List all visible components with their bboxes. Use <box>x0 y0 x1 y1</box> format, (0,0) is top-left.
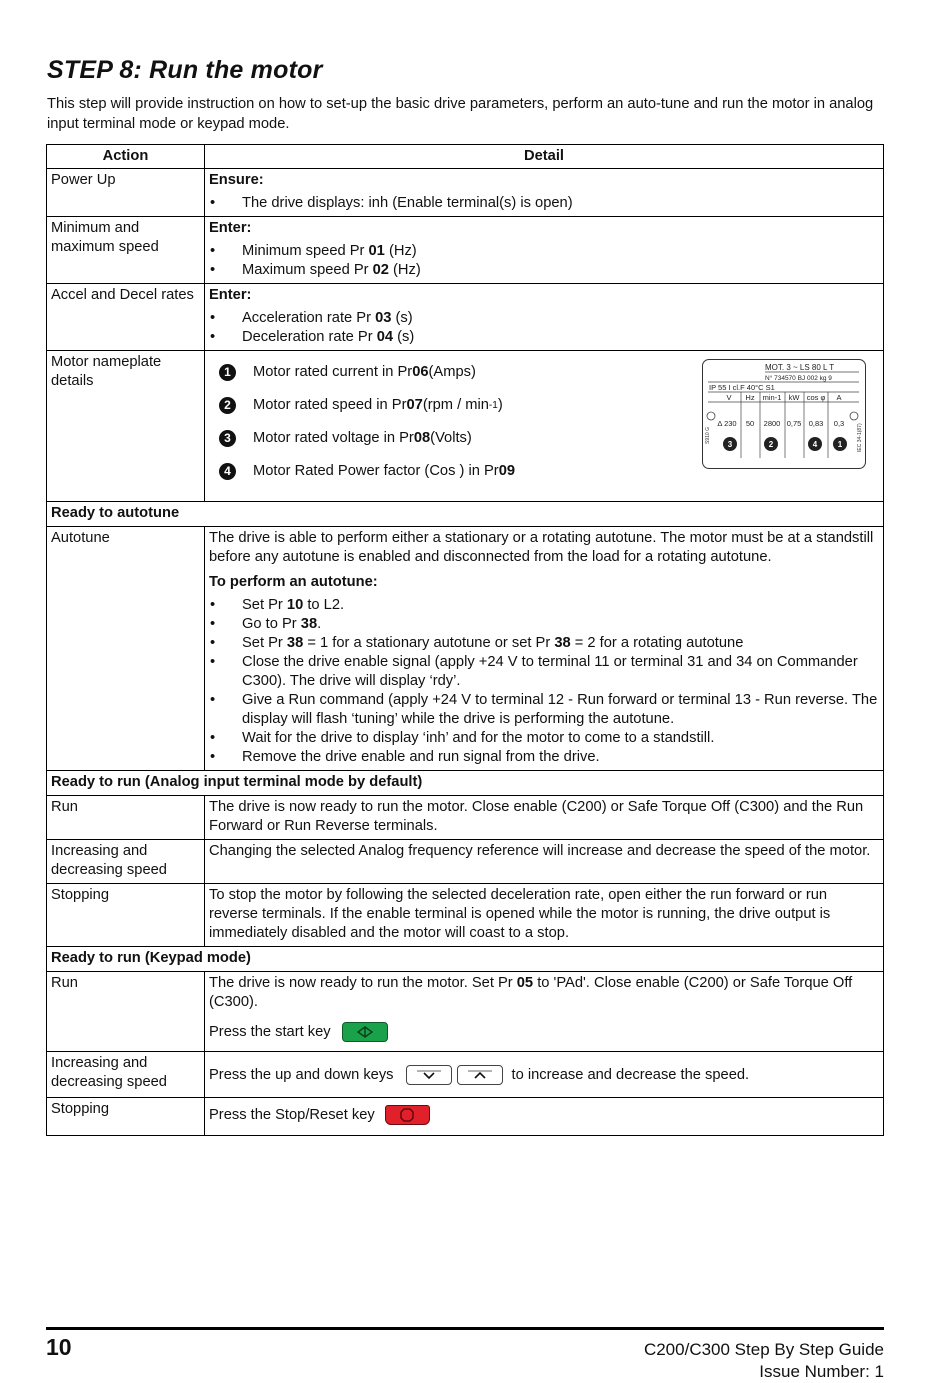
up-key-icon <box>457 1065 503 1085</box>
action-cell: Run <box>47 972 205 1052</box>
plate-header-a: A <box>836 393 842 402</box>
lead-label: Enter: <box>209 220 252 236</box>
steps-table <box>46 144 884 1136</box>
plate-value-min: 2800 <box>763 419 781 428</box>
detail-cell <box>205 972 884 1052</box>
list-item: • Wait for the drive to display ‘inh’ and for the motor to come to a standstill. <box>209 729 879 748</box>
action-cell: Autotune <box>47 527 205 771</box>
list-item: • Give a Run command (apply +24 V to terminal 12 - Run forward or terminal 13 - Run reverse. The display will flash ‘tuning’ while the drive is performing the autotune. <box>209 691 879 729</box>
plate-value-hz: 50 <box>745 419 755 428</box>
plate-value-kw: 0,75 <box>786 419 802 428</box>
detail-cell <box>205 284 884 351</box>
action-cell: Accel and Decel rates <box>47 284 205 351</box>
nameplate-list <box>219 363 515 495</box>
list-item: 4 Motor Rated Power factor (Cos ) in Pr 09 <box>219 462 515 481</box>
issue-number: Issue Number: 1 <box>759 1362 884 1381</box>
plate-badge: 3 <box>727 440 733 449</box>
start-key-icon <box>342 1022 388 1042</box>
list-item: • Go to Pr 38. <box>209 615 879 634</box>
lead-label: Enter: <box>209 287 252 303</box>
intro-paragraph: This step will provide instruction on how to set-up the basic drive parameters, perform an auto-tune and run the motor in analog input terminal mode or keypad mode. <box>47 96 874 132</box>
footer-info <box>644 1339 884 1383</box>
list-item: 1 Motor rated current in Pr 06 (Amps) <box>219 363 515 382</box>
keypad-run-instruction: Press the start key <box>209 1023 331 1040</box>
section-heading: Ready to run (Keypad mode) <box>47 947 884 972</box>
plate-side-right: IEC 34-1(87) <box>857 423 863 452</box>
section-row-analog <box>47 771 884 796</box>
action-cell: Power Up <box>47 169 205 217</box>
detail-cell <box>205 169 884 217</box>
motor-nameplate-image <box>702 359 866 469</box>
table-row-rates <box>47 284 884 351</box>
list-item: • Minimum speed Pr 01 (Hz) <box>209 242 879 261</box>
plate-value-a: 0,3 <box>833 419 845 428</box>
keypad-speed-text: Press the up and down keys <box>209 1066 394 1083</box>
list-item: • Close the drive enable signal (apply +24 V to terminal 11 or terminal 31 and 34 on Commander C300). The drive will display ‘rdy’. <box>209 653 879 691</box>
table-row-keypad-run <box>47 972 884 1052</box>
guide-title: C200/C300 Step By Step Guide <box>643 1340 884 1359</box>
keypad-run-text: The drive is now ready to run the motor. Set Pr 05 to 'PAd'. Close enable (C200) or Safe Torque Off (C300). <box>209 975 853 1010</box>
footer-rule <box>46 1327 884 1330</box>
detail-cell: The drive is now ready to run the motor. Close enable (C200) or Safe Torque Off (C300) and the Run Forward or Run Reverse terminals. <box>205 796 884 840</box>
down-key-icon <box>406 1065 452 1085</box>
table-row-keypad-stop <box>47 1098 884 1136</box>
page-title: STEP 8: Run the motor <box>47 56 323 84</box>
section-row-autotune <box>47 502 884 527</box>
action-cell: Stopping <box>47 884 205 947</box>
list-item: • Set Pr 38 = 1 for a stationary autotune or set Pr 38 = 2 for a rotating autotune <box>209 634 879 653</box>
list-item: 2 Motor rated speed in Pr 07 (rpm / min -1 ) <box>219 396 515 415</box>
lead-label: Ensure: <box>209 172 264 188</box>
detail-cell: Changing the selected Analog frequency reference will increase and decrease the speed of the motor. <box>205 840 884 884</box>
action-cell: Run <box>47 796 205 840</box>
plate-badge: 2 <box>768 440 774 449</box>
keypad-stop-text: Press the Stop/Reset key <box>209 1106 375 1123</box>
plate-badge: 4 <box>812 440 818 449</box>
detail-cell: To stop the motor by following the selected deceleration rate, open either the run forward or run reverse terminals. If the enable terminal is opened while the motor is running, the drive output is immediately disabled and the motor will coast to a stop. <box>205 884 884 947</box>
list-item: • Deceleration rate Pr 04 (s) <box>209 328 879 347</box>
page-number: 10 <box>46 1334 72 1360</box>
number-badge: 3 <box>219 430 236 447</box>
list-item: • Remove the drive enable and run signal from the drive. <box>209 748 879 767</box>
table-row-nameplate <box>47 351 884 502</box>
list-item: • The drive displays: inh (Enable terminal(s) is open) <box>209 194 879 213</box>
action-cell: Increasing and decreasing speed <box>47 1052 205 1098</box>
list-item: • Maximum speed Pr 02 (Hz) <box>209 261 879 280</box>
plate-line-2: N° 734570 BJ 002 kg 9 <box>765 375 832 382</box>
plate-header-min: min-1 <box>762 393 782 402</box>
autotune-paragraph: The drive is able to perform either a stationary or a rotating autotune. The motor must be at a standstill before any autotune is enabled and disconnected from the load for a rotating autotune. <box>209 530 874 565</box>
table-row-autotune <box>47 527 884 771</box>
number-badge: 1 <box>219 364 236 381</box>
lead-label: To perform an autotune: <box>209 574 378 590</box>
table-row-analog-run <box>47 796 884 840</box>
table-row-analog-stop <box>47 884 884 947</box>
table-row-keypad-speed <box>47 1052 884 1098</box>
plate-header-kw: kW <box>788 393 800 402</box>
table-header-row <box>47 145 884 169</box>
detail-cell <box>205 217 884 284</box>
action-cell: Stopping <box>47 1098 205 1136</box>
section-heading: Ready to run (Analog input terminal mode by default) <box>47 771 884 796</box>
number-badge: 4 <box>219 463 236 480</box>
list-item: 3 Motor rated voltage in Pr 08 (Volts) <box>219 429 515 448</box>
header-action: Action <box>47 145 205 169</box>
plate-header-hz: Hz <box>745 393 755 402</box>
table-row-analog-speed <box>47 840 884 884</box>
plate-header-cos: cos φ <box>806 393 826 402</box>
plate-badge: 1 <box>837 440 843 449</box>
section-heading: Ready to autotune <box>47 502 884 527</box>
plate-line-3: IP 55 I cl.F 40°C S1 <box>709 383 775 392</box>
plate-side-left: S910 G <box>705 427 711 444</box>
detail-cell <box>205 351 884 502</box>
detail-cell <box>205 1052 884 1098</box>
stop-key-icon <box>385 1105 430 1125</box>
table-row-power-up <box>47 169 884 217</box>
plate-value-cos: 0,83 <box>808 419 824 428</box>
header-detail: Detail <box>205 145 884 169</box>
plate-value-v: Δ 230 <box>717 419 737 428</box>
number-badge: 2 <box>219 397 236 414</box>
list-item: • Set Pr 10 to L2. <box>209 596 879 615</box>
detail-cell <box>205 1098 884 1136</box>
action-cell: Increasing and decreasing speed <box>47 840 205 884</box>
action-cell: Minimum and maximum speed <box>47 217 205 284</box>
detail-cell <box>205 527 884 771</box>
plate-line-1: MOT. 3 ~ LS 80 L T <box>765 363 835 372</box>
section-row-keypad <box>47 947 884 972</box>
table-row-speed <box>47 217 884 284</box>
plate-header-v: V <box>726 393 732 402</box>
list-item: • Acceleration rate Pr 03 (s) <box>209 309 879 328</box>
keypad-speed-text-end: to increase and decrease the speed. <box>511 1066 750 1083</box>
action-cell: Motor nameplate details <box>47 351 205 502</box>
